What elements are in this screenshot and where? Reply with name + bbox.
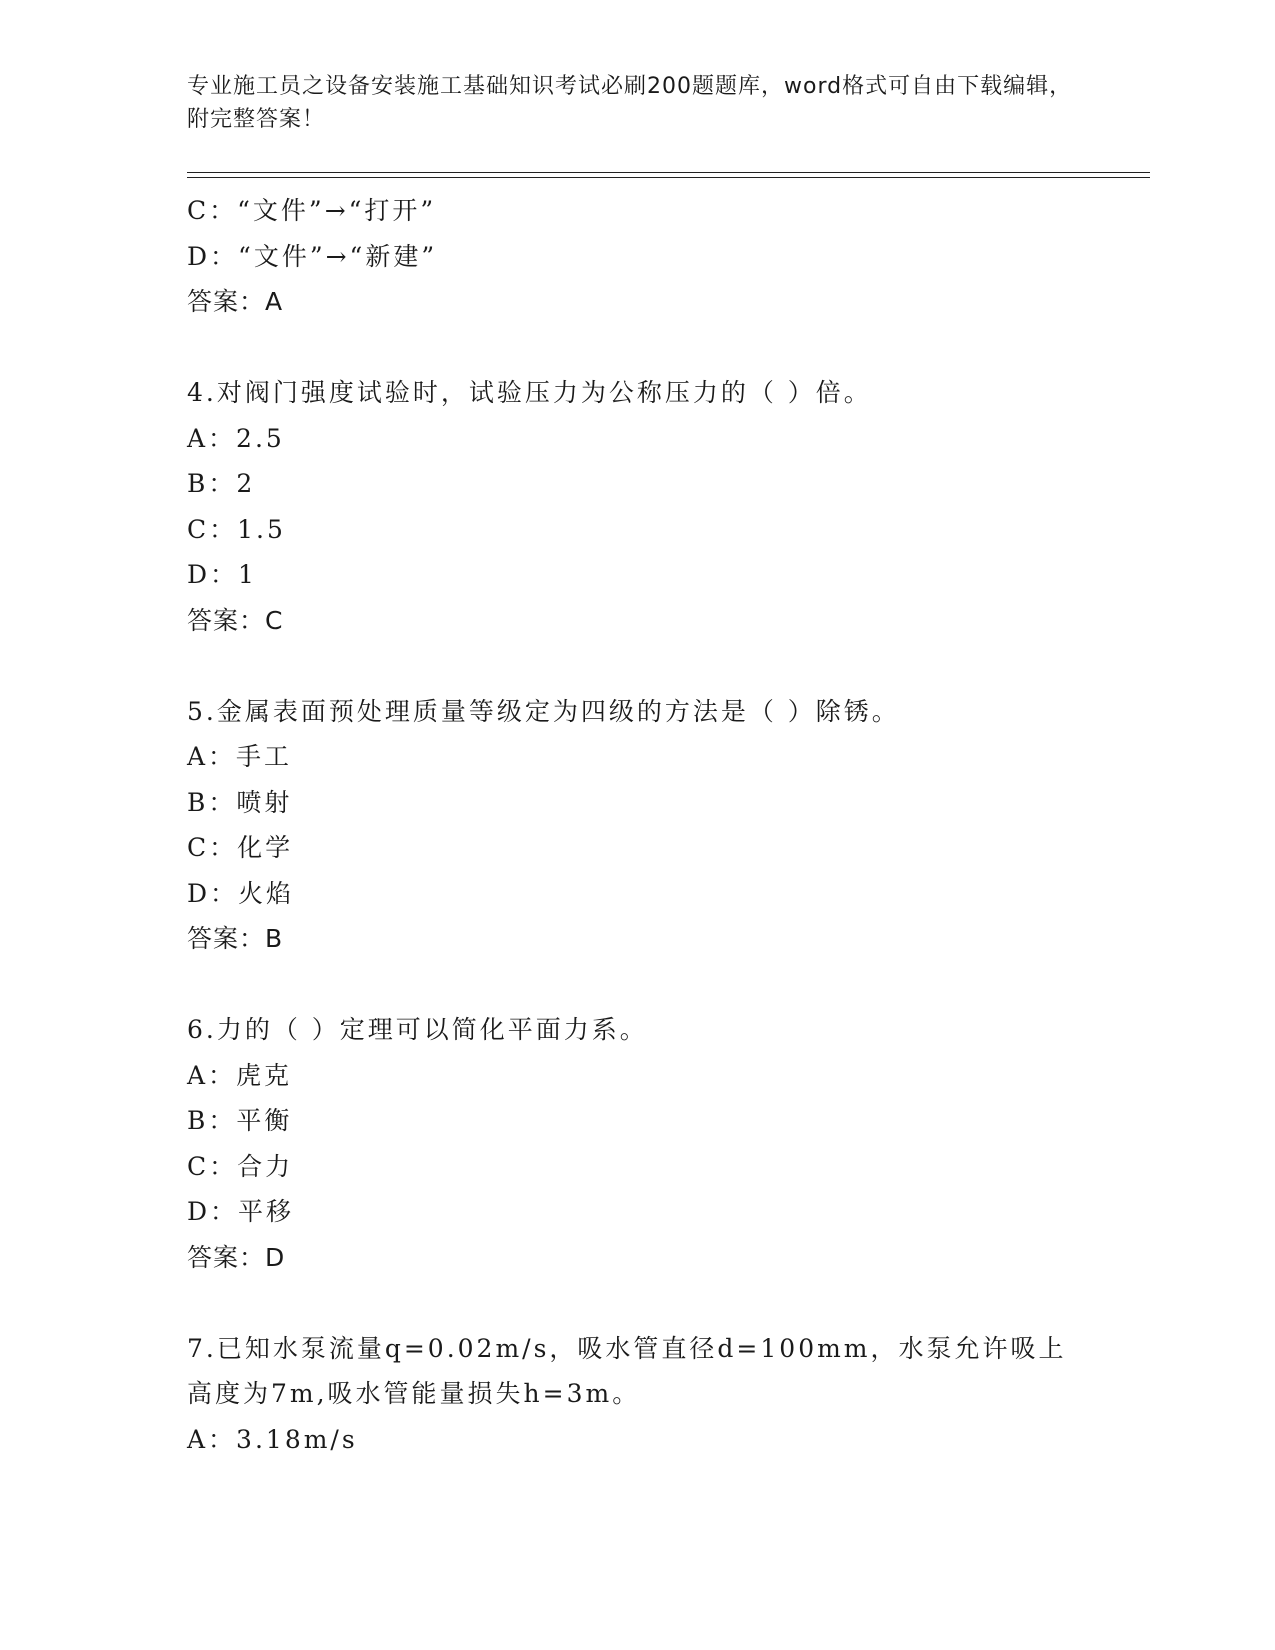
answer: 答案：D bbox=[187, 1242, 286, 1272]
question-6: 6.力的（ ）定理可以简化平面力系。 bbox=[187, 1015, 648, 1044]
question-7: 7.已知水泵流量q=0.02m/s，吸水管直径d=100mm，水泵允许吸上高度为7m,吸水管能量损失h=3m。 bbox=[187, 1333, 1067, 1408]
option-b: B：喷射 bbox=[187, 787, 293, 817]
question-4: 4.对阀门强度试验时，试验压力为公称压力的（ ）倍。 bbox=[187, 378, 872, 407]
option-c: C：合力 bbox=[187, 1151, 294, 1181]
question-5: 5.金属表面预处理质量等级定为四级的方法是（ ）除锈。 bbox=[187, 696, 900, 726]
header-text: 专业施工员之设备安装施工基础知识考试必刷200题题库，word格式可自由下载编辑，附完整答案！ bbox=[187, 74, 1073, 132]
spacer bbox=[187, 325, 1087, 371]
spacer bbox=[187, 962, 1087, 1008]
option-c: C：1.5 bbox=[187, 514, 286, 544]
option-a: A：手工 bbox=[187, 742, 293, 771]
header-rule-bottom bbox=[187, 177, 1150, 178]
spacer bbox=[187, 1280, 1087, 1326]
option-a: A：2.5 bbox=[187, 423, 285, 453]
option-c: C：化学 bbox=[187, 833, 294, 862]
document-header bbox=[187, 70, 1087, 136]
answer: 答案：A bbox=[187, 287, 284, 316]
option-a: A：3.18m/s bbox=[187, 1424, 358, 1454]
option-d: D：火焰 bbox=[187, 878, 295, 908]
header-rule-top bbox=[187, 172, 1150, 173]
option-c: C：“文件”→“打开” bbox=[187, 196, 437, 225]
option-b: B：2 bbox=[187, 469, 256, 498]
spacer bbox=[187, 643, 1087, 689]
answer: 答案：C bbox=[187, 605, 284, 635]
option-d: D：“文件”→“新建” bbox=[187, 241, 438, 271]
question-list bbox=[187, 188, 1087, 1462]
option-b: B：平衡 bbox=[187, 1106, 293, 1135]
option-d: D：平移 bbox=[187, 1197, 295, 1226]
option-d: D：1 bbox=[187, 560, 257, 589]
option-a: A：虎克 bbox=[187, 1060, 293, 1090]
answer: 答案：B bbox=[187, 924, 284, 953]
